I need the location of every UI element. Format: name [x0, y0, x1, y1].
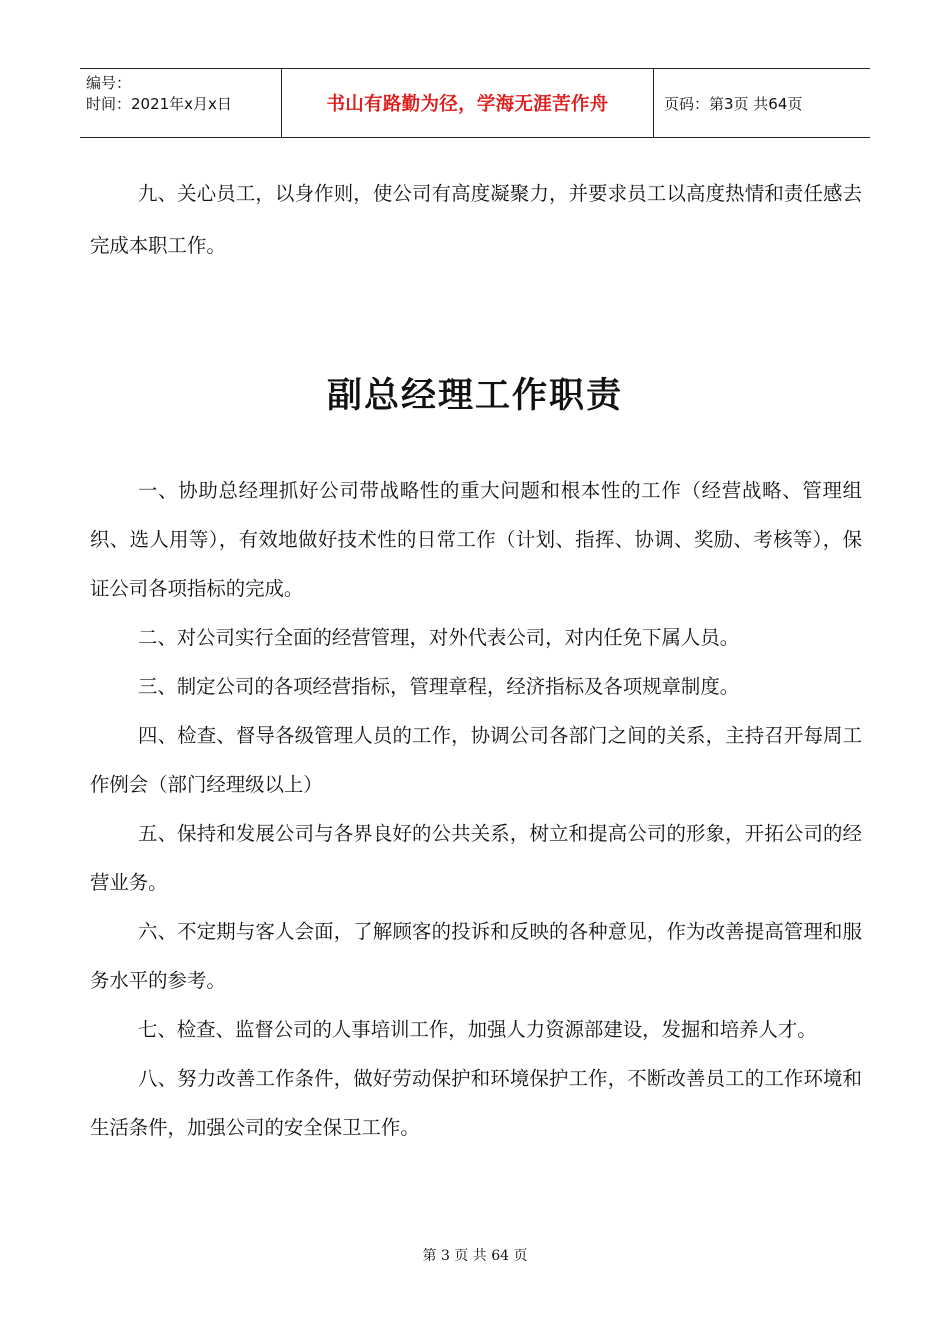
page-header — [80, 68, 870, 138]
duty-paragraph: 二、对公司实行全面的经营管理，对外代表公司，对内任免下属人员。 — [138, 626, 740, 649]
duties-list — [90, 466, 862, 1152]
header-date: 时间：2021年x月x日 — [86, 95, 232, 113]
duty-paragraph: 六、不定期与客人会面，了解顾客的投诉和反映的各种意见，作为改善提高管理和服务水平的参考。 — [90, 920, 862, 992]
header-meta — [80, 69, 282, 137]
header-motto: 书山有路勤为径，学海无涯苦作舟 — [326, 94, 609, 115]
duty-paragraph: 四、检查、督导各级管理人员的工作，协调公司各部门之间的关系，主持召开每周工作例会（部门经理级以上） — [90, 724, 862, 796]
footer-page-number: 第 3 页 共 64 页 — [422, 1248, 528, 1264]
duty-paragraph: 三、制定公司的各项经营指标，管理章程，经济指标及各项规章制度。 — [138, 675, 740, 698]
header-number: 编号： — [86, 74, 132, 92]
duty-paragraph: 七、检查、监督公司的人事培训工作，加强人力资源部建设，发掘和培养人才。 — [138, 1018, 817, 1041]
header-page-cell — [654, 69, 870, 137]
page-footer — [0, 1245, 950, 1265]
duty-paragraph: 五、保持和发展公司与各界良好的公共关系，树立和提高公司的形象，开拓公司的经营业务。 — [90, 822, 862, 894]
section-title: 副总经理工作职责 — [326, 376, 623, 416]
header-motto-cell — [282, 69, 654, 137]
duty-paragraph: 一、协助总经理抓好公司带战略性的重大问题和根本性的工作（经营战略、管理组织、选人用等），有效地做好技术性的日常工作（计划、指挥、协调、奖励、考核等），保证公司各项指标的完成。 — [90, 479, 862, 600]
header-page-info: 页码：第3页 共64页 — [664, 94, 803, 113]
duty-paragraph: 八、努力改善工作条件，做好劳动保护和环境保护工作，不断改善员工的工作环境和生活条件，加强公司的安全保卫工作。 — [90, 1067, 862, 1139]
intro-paragraph: 九、关心员工，以身作则，使公司有高度凝聚力，并要求员工以高度热情和责任感去完成本职工作。 — [90, 182, 862, 257]
